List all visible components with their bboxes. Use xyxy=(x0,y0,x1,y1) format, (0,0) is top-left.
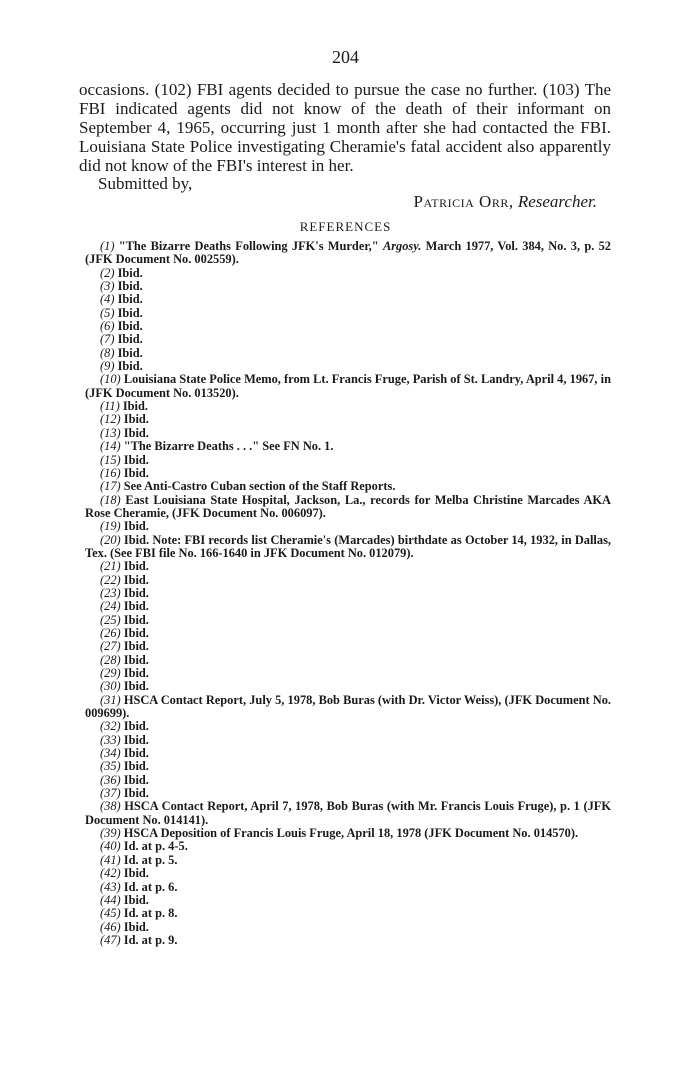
reference-text: Ibid. xyxy=(123,559,149,574)
reference-text: Ibid. xyxy=(117,305,143,320)
reference-number: (43) xyxy=(100,879,121,894)
reference-item xyxy=(85,627,611,640)
reference-item xyxy=(85,934,611,947)
signature-role: Researcher. xyxy=(517,192,597,211)
reference-item xyxy=(85,400,611,413)
reference-number: (3) xyxy=(100,279,115,294)
reference-item xyxy=(85,454,611,467)
reference-text: Ibid. xyxy=(123,732,149,747)
reference-item xyxy=(85,574,611,587)
reference-number: (5) xyxy=(100,305,115,320)
reference-number: (45) xyxy=(100,906,121,921)
reference-item xyxy=(85,440,611,453)
reference-number: (26) xyxy=(100,625,121,640)
reference-item xyxy=(85,427,611,440)
reference-item xyxy=(85,680,611,693)
reference-text: Id. at p. 8. xyxy=(123,906,178,921)
reference-text: Ibid. xyxy=(122,399,148,414)
reference-text: Ibid. xyxy=(117,292,143,307)
reference-item xyxy=(85,320,611,333)
reference-item xyxy=(85,600,611,613)
reference-item xyxy=(85,921,611,934)
reference-item xyxy=(85,840,611,853)
reference-item xyxy=(85,467,611,480)
reference-number: (17) xyxy=(100,479,121,494)
submitted-by: Submitted by, xyxy=(98,174,193,193)
reference-number: (13) xyxy=(100,425,121,440)
reference-text: Ibid. xyxy=(123,412,149,427)
reference-item xyxy=(85,360,611,373)
reference-number: (11) xyxy=(100,399,120,414)
reference-item xyxy=(85,734,611,747)
reference-item xyxy=(85,654,611,667)
reference-item xyxy=(85,480,611,493)
reference-text: East Louisiana State Hospital, Jackson, La., records for Melba Christine Marcades AKA Rose Cheramie, (JFK Document No. 006097). xyxy=(85,492,611,520)
reference-text: HSCA Deposition of Francis Louis Fruge, April 18, 1978 (JFK Document No. 014570). xyxy=(123,826,579,841)
reference-item xyxy=(85,747,611,760)
reference-text: "The Bizarre Deaths Following JFK's Murder," xyxy=(118,239,383,253)
reference-text: Ibid. xyxy=(123,465,149,480)
reference-title: Argosy. xyxy=(382,239,422,253)
reference-text: Ibid. xyxy=(117,265,143,280)
reference-item xyxy=(85,240,611,267)
reference-text: Ibid. xyxy=(123,572,149,587)
reference-text: Ibid. xyxy=(123,679,149,694)
page-number: 204 xyxy=(332,47,359,67)
reference-text: Ibid. xyxy=(117,345,143,360)
reference-item xyxy=(85,534,611,561)
reference-number: (46) xyxy=(100,919,121,934)
signature-name: Patricia Orr, xyxy=(413,192,514,211)
reference-item xyxy=(85,667,611,680)
reference-number: (29) xyxy=(100,666,121,680)
reference-number: (18) xyxy=(100,492,121,507)
reference-number: (9) xyxy=(100,359,115,374)
reference-number: (6) xyxy=(100,319,115,334)
reference-text: Ibid. xyxy=(123,786,149,801)
reference-text: Ibid. xyxy=(117,279,143,294)
reference-number: (40) xyxy=(100,839,121,854)
reference-number: (22) xyxy=(100,572,121,587)
reference-text: Id. at p. 5. xyxy=(123,852,178,867)
reference-text: Ibid. xyxy=(123,746,149,761)
reference-number: (42) xyxy=(100,866,121,881)
reference-item xyxy=(85,694,611,721)
reference-number: (37) xyxy=(100,786,121,801)
reference-item xyxy=(85,774,611,787)
reference-number: (20) xyxy=(100,532,121,547)
reference-text: Ibid. xyxy=(123,519,149,534)
reference-number: (27) xyxy=(100,639,121,654)
reference-text: Ibid. xyxy=(123,866,149,881)
reference-number: (14) xyxy=(100,439,121,454)
reference-item xyxy=(85,894,611,907)
reference-text: Ibid. xyxy=(123,452,149,467)
reference-text: See Anti-Castro Cuban section of the Staff Reports. xyxy=(123,479,396,494)
reference-item xyxy=(85,640,611,653)
reference-item xyxy=(85,827,611,840)
reference-number: (44) xyxy=(100,892,121,907)
reference-item xyxy=(85,267,611,280)
reference-text: Ibid. xyxy=(123,585,149,600)
reference-item xyxy=(85,333,611,346)
reference-number: (30) xyxy=(100,679,121,694)
reference-item xyxy=(85,867,611,880)
body-paragraph: occasions. (102) FBI agents decided to pursue the case no further. (103) The FBI indicated agents did not know of the death of their informant on September 4, 1965, occurring just 1 month after she had contacted the FBI. Louisiana State Police investigating Cheramie's fatal accident also apparently did not know of the FBI's interest in her. xyxy=(79,80,611,175)
reference-text: Louisiana State Police Memo, from Lt. Francis Fruge, Parish of St. Landry, April 4, 1967, in (JFK Document No. 013520). xyxy=(85,372,611,400)
reference-text: Ibid. xyxy=(117,319,143,334)
reference-text: Id. at p. 9. xyxy=(123,932,178,947)
reference-number: (36) xyxy=(100,772,121,787)
reference-number: (35) xyxy=(100,759,121,774)
references-heading: REFERENCES xyxy=(299,219,392,234)
reference-item xyxy=(85,494,611,521)
reference-number: (1) xyxy=(100,239,115,253)
reference-text: Ibid. xyxy=(123,759,149,774)
reference-text: Ibid. xyxy=(123,599,149,614)
reference-text: HSCA Contact Report, July 5, 1978, Bob Buras (with Dr. Victor Weiss), (JFK Document No. 009699). xyxy=(85,692,611,721)
reference-number: (2) xyxy=(100,265,115,280)
reference-text: Id. at p. 4-5. xyxy=(123,839,188,854)
reference-item xyxy=(85,787,611,800)
reference-item xyxy=(85,854,611,867)
reference-number: (4) xyxy=(100,292,115,307)
reference-item xyxy=(85,520,611,533)
reference-text: Ibid. xyxy=(123,666,149,680)
reference-item xyxy=(85,907,611,920)
reference-number: (15) xyxy=(100,452,121,467)
reference-number: (10) xyxy=(100,372,121,387)
reference-number: (21) xyxy=(100,559,121,574)
reference-number: (32) xyxy=(100,719,121,734)
signature xyxy=(414,192,597,211)
reference-item xyxy=(85,307,611,320)
reference-item xyxy=(85,881,611,894)
reference-number: (12) xyxy=(100,412,121,427)
reference-text: Ibid. xyxy=(123,919,149,934)
reference-number: (39) xyxy=(100,826,121,841)
reference-item xyxy=(85,413,611,426)
reference-text: "The Bizarre Deaths . . ." See FN No. 1. xyxy=(123,439,334,454)
reference-item xyxy=(85,587,611,600)
reference-item xyxy=(85,614,611,627)
reference-text: Ibid. xyxy=(123,772,149,787)
reference-text: Ibid. xyxy=(123,652,149,667)
reference-text: Ibid. xyxy=(123,719,149,734)
reference-item xyxy=(85,347,611,360)
reference-text: Ibid. xyxy=(123,425,149,440)
reference-number: (24) xyxy=(100,599,121,614)
reference-item xyxy=(85,560,611,573)
reference-text: Ibid. xyxy=(123,892,149,907)
reference-text: HSCA Contact Report, April 7, 1978, Bob Buras (with Mr. Francis Louis Fruge), p. 1 (JFK Document No. 014141). xyxy=(85,799,611,827)
reference-number: (16) xyxy=(100,465,121,480)
reference-text: Ibid. xyxy=(123,639,149,654)
references-list xyxy=(85,240,611,947)
reference-item xyxy=(85,373,611,400)
reference-number: (31) xyxy=(100,692,121,707)
reference-text: Ibid. xyxy=(123,625,149,640)
reference-number: (33) xyxy=(100,732,121,747)
reference-number: (23) xyxy=(100,585,121,600)
reference-text: Ibid. xyxy=(123,612,149,627)
reference-item xyxy=(85,760,611,773)
reference-number: (34) xyxy=(100,746,121,761)
reference-number: (7) xyxy=(100,332,115,347)
reference-text: March 1977, Vol. 384, No. 3, p. 52 (JFK Document No. 002559). xyxy=(85,239,611,267)
reference-number: (25) xyxy=(100,612,121,627)
reference-number: (19) xyxy=(100,519,121,534)
reference-number: (28) xyxy=(100,652,121,667)
reference-text: Ibid. xyxy=(117,332,143,347)
reference-text: Id. at p. 6. xyxy=(123,879,178,894)
reference-item xyxy=(85,800,611,827)
body-text xyxy=(79,80,611,175)
reference-item xyxy=(85,280,611,293)
reference-text: Ibid. Note: FBI records list Cheramie's (Marcades) birthdate as October 14, 1932, in Dallas, Tex. (See FBI file No. 166-1640 in JFK Document No. 012079). xyxy=(85,532,611,560)
reference-text: Ibid. xyxy=(117,359,143,374)
reference-number: (47) xyxy=(100,932,121,947)
reference-item xyxy=(85,720,611,733)
reference-item xyxy=(85,293,611,306)
reference-number: (38) xyxy=(100,799,121,814)
reference-number: (41) xyxy=(100,852,121,867)
reference-number: (8) xyxy=(100,345,115,360)
